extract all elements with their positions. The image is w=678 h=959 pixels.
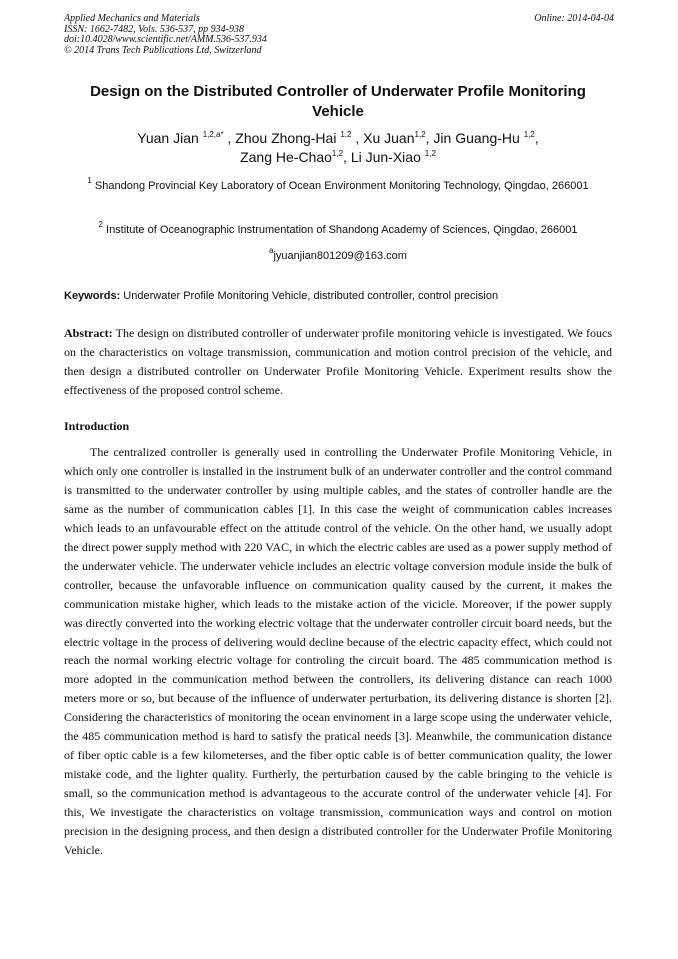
email-text: jyuanjian801209@163.com [273, 250, 407, 262]
keywords-text: Underwater Profile Monitoring Vehicle, distributed controller, control precision [120, 290, 499, 302]
abstract-label: Abstract: [64, 326, 113, 340]
author-name: Xu Juan [363, 130, 415, 146]
author-name: Li Jun-Xiao [350, 149, 425, 165]
paper-title: Design on the Distributed Controller of Underwater Profile Monitoring Vehicle [90, 83, 586, 120]
author-separator: , [534, 130, 539, 146]
author-email [64, 247, 612, 265]
journal-info [64, 14, 267, 56]
author-separator: , [425, 130, 434, 146]
affiliation-text: Institute of Oceanographic Instrumentation of Shandong Academy of Sciences, Qingdao, 266001 [102, 224, 578, 236]
author-name: Zhou Zhong-Hai [235, 130, 341, 146]
keywords [64, 288, 612, 304]
keywords-label: Keywords: [64, 290, 121, 302]
affiliation-mark: 1 [87, 176, 92, 185]
journal-copyright: © 2014 Trans Tech Publications Ltd, Switzerland [64, 44, 262, 56]
abstract [64, 324, 612, 400]
abstract-text: The design on distributed controller of underwater profile monitoring vehicle is investigated. We foucs on the characteristics on voltage transmission, communication and motion control precision of the vehicle, and then design a distributed controller on Underwater Profile Monitoring Vehicle. Experiment results show the effectiveness of the proposed control scheme. [64, 326, 612, 397]
online-date: Online: 2014-04-04 [534, 13, 614, 24]
author-affiliation-mark: 1,2 [340, 130, 352, 139]
affiliation-mark: 2 [98, 220, 103, 229]
author-affiliation-mark: 1,2 [424, 149, 436, 158]
journal-header [64, 14, 614, 56]
author-separator: , [223, 130, 236, 146]
email-mark: a [269, 246, 274, 255]
section-heading-introduction: Introduction [64, 419, 130, 433]
introduction-paragraph: The centralized controller is generally used in controlling the Underwater Profile Monitoring Vehicle, in which only one controller is installed in the instrument bulk of an underwater controller and the control command is transmitted to the underwater controller by using multiple cables, and the states of controller handle are the same as the number of communication cables [1]. In this case the weight of communication cables increases which leads to an unfavourable effect on the attitude control of the vehicle. On the other hand, we usually adopt the direct power supply method with 220 VAC, in which the electric cables are used as a power supply method of the underwater vehicle. The underwater vehicle includes an electric voltage conversion module inside the bulk of controller, because the unfavorable influence on communication quality caused by the current, it makes the communication mistake higher, which leads to the mistake action of the vicicle. Moreover, if the power supply was directly converted into the working electric voltage that the underwater controller circuit board needs, but the electric voltage in the process of delivering would decline because of the electric capacity effect, which could not reach the normal working electric voltage for controling the circuit board. The 485 communication method is more adopted in the communication method between the controllers, its delivering distance can reach 1000 meters more or so, but because of the influence of underwater perturbation, its delivering distance is shorten [2]. Considering the characteristics of monitoring the ocean envinoment in a large scope using the underwater vehicle, the 485 communication method is hard to satisfy the pratical needs [3]. Meanwhile, the communication distance of fiber optic cable is a few kilometerses, and the fiber optic cable is of better communication quality, the lower mistake code, and the lighter quality. Furtherly, the perturbation caused by the cable bringing to the vehicle is small, so the communication method is advantageous to the accurate control of the underwater vehicle [4]. For this, We investigate the characteristics on voltage transmission, communication ways and control on motion precision in the designing process, and then design a distributed controller for the Underwater Profile Monitoring Vehicle. [64, 445, 612, 858]
affiliation-text: Shandong Provincial Key Laboratory of Ocean Environment Monitoring Technology, Qingdao, 266001 [91, 180, 589, 192]
affiliation-1 [64, 177, 612, 195]
author-name: Yuan Jian [137, 130, 203, 146]
journal-issn: ISSN: 1662-7482, Vols. 536-537, pp 934-938 [64, 23, 244, 35]
author-affiliation-mark: 1,2 [523, 130, 535, 139]
author-name: Jin Guang-Hu [433, 130, 524, 146]
affiliation-2 [64, 221, 612, 239]
author-separator: , [343, 149, 351, 165]
author-list [64, 129, 612, 167]
author-affiliation-mark: 1,2,a* [202, 130, 224, 139]
journal-name: Applied Mechanics and Materials [64, 13, 200, 24]
journal-doi: doi:10.4028/www.scientific.net/AMM.536-537.934 [64, 34, 267, 45]
author-affiliation-mark: 1,2 [414, 130, 426, 139]
author-name: Zang He-Chao [240, 149, 332, 165]
author-separator: , [351, 130, 364, 146]
author-affiliation-mark: 1,2 [331, 149, 344, 158]
